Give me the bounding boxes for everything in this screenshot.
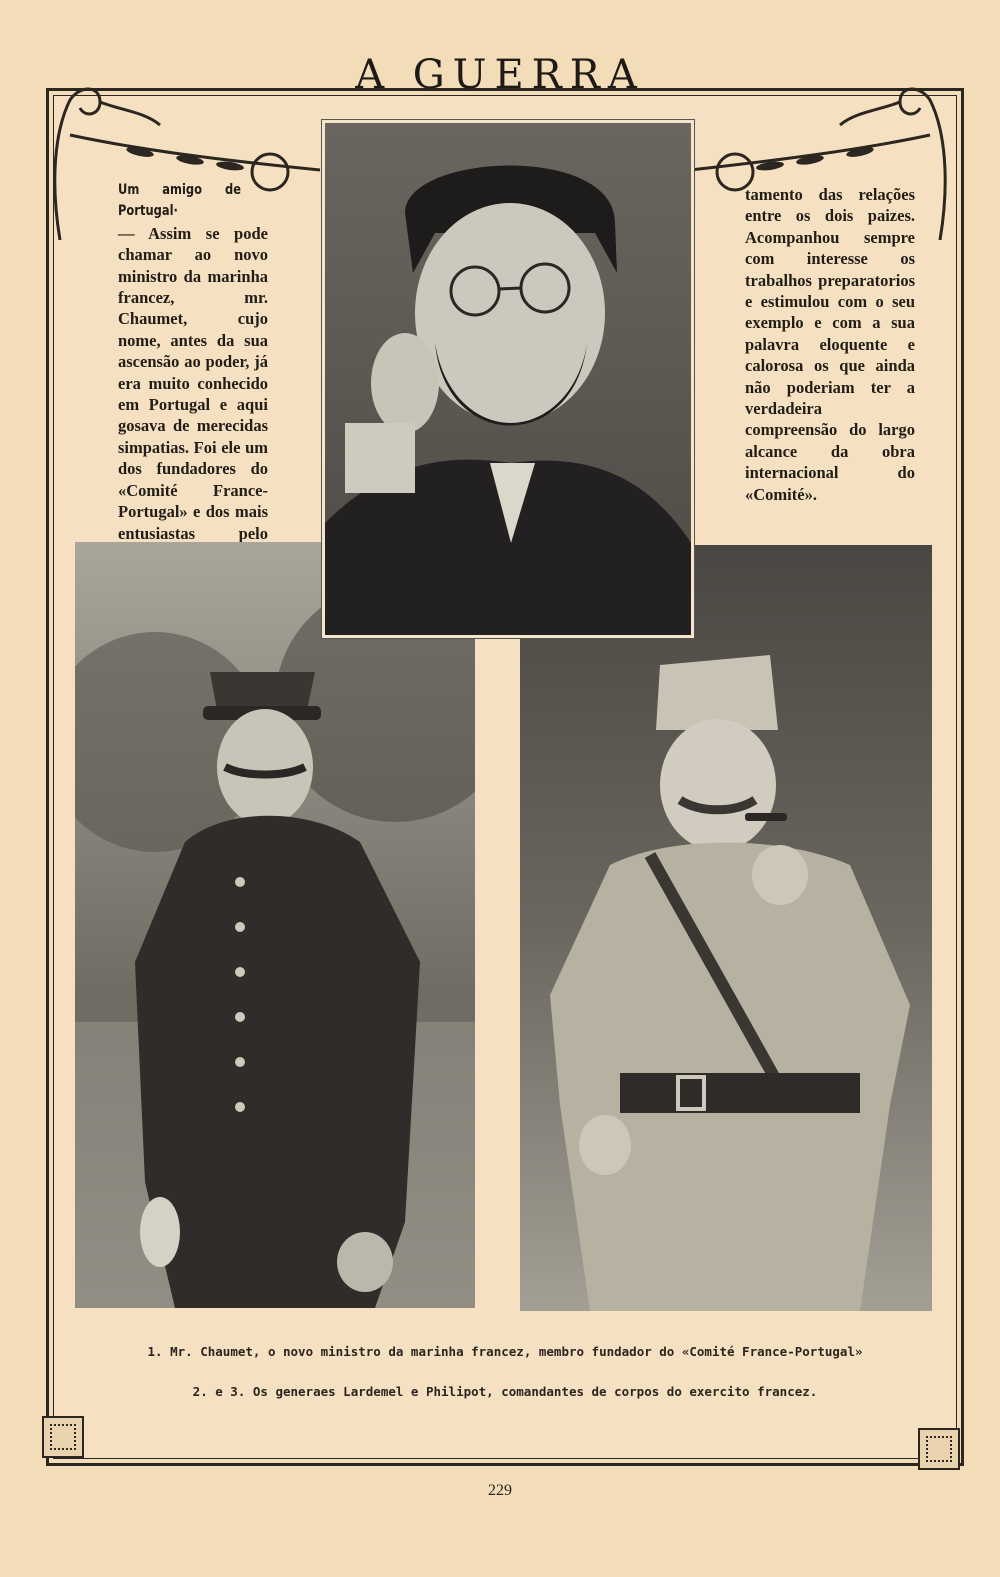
article-heading: Um amigo de Portugal· [118, 182, 241, 220]
caption-photos-2-3: 2. e 3. Os generaes Lardemel e Philipot, comandantes de corpos do exercito francez. [192, 1384, 818, 1399]
page-number: 229 [488, 1482, 512, 1499]
photo-general-lardemel [75, 542, 475, 1308]
page-title: A GUERRA [355, 52, 645, 98]
corner-ornament-bottom-left [42, 1416, 84, 1458]
caption-photo-1: 1. Mr. Chaumet, o novo ministro da marinha francez, membro fundador do «Comité France-Portugal» [147, 1344, 863, 1359]
photo-general-philipot [520, 545, 932, 1311]
corner-ornament-bottom-right [918, 1428, 960, 1470]
article-left-column [118, 180, 268, 565]
photo-mr-chaumet [322, 120, 694, 638]
article-left-text: — Assim se pode chamar ao novo ministro da marinha francez, mr. Chaumet, cujo nome, antes da sua ascensão ao poder, já era muito conhecido em Portugal e aqui gosava de merecidas simpatias. Foi ele um dos fundadores do «Comité France-Portugal» e dos mais entusiastas pelo [118, 223, 268, 543]
article-right-column: tamento das relações entre os dois paizes. Acompanhou sempre com interesse os trabalhos preparatorios e estimulou com o seu exemplo e com a sua palavra eloquente e calorosa os que ainda não poderiam ter a verdadeira compreensão do largo alcance da obra internacional do «Comité». [745, 185, 915, 504]
